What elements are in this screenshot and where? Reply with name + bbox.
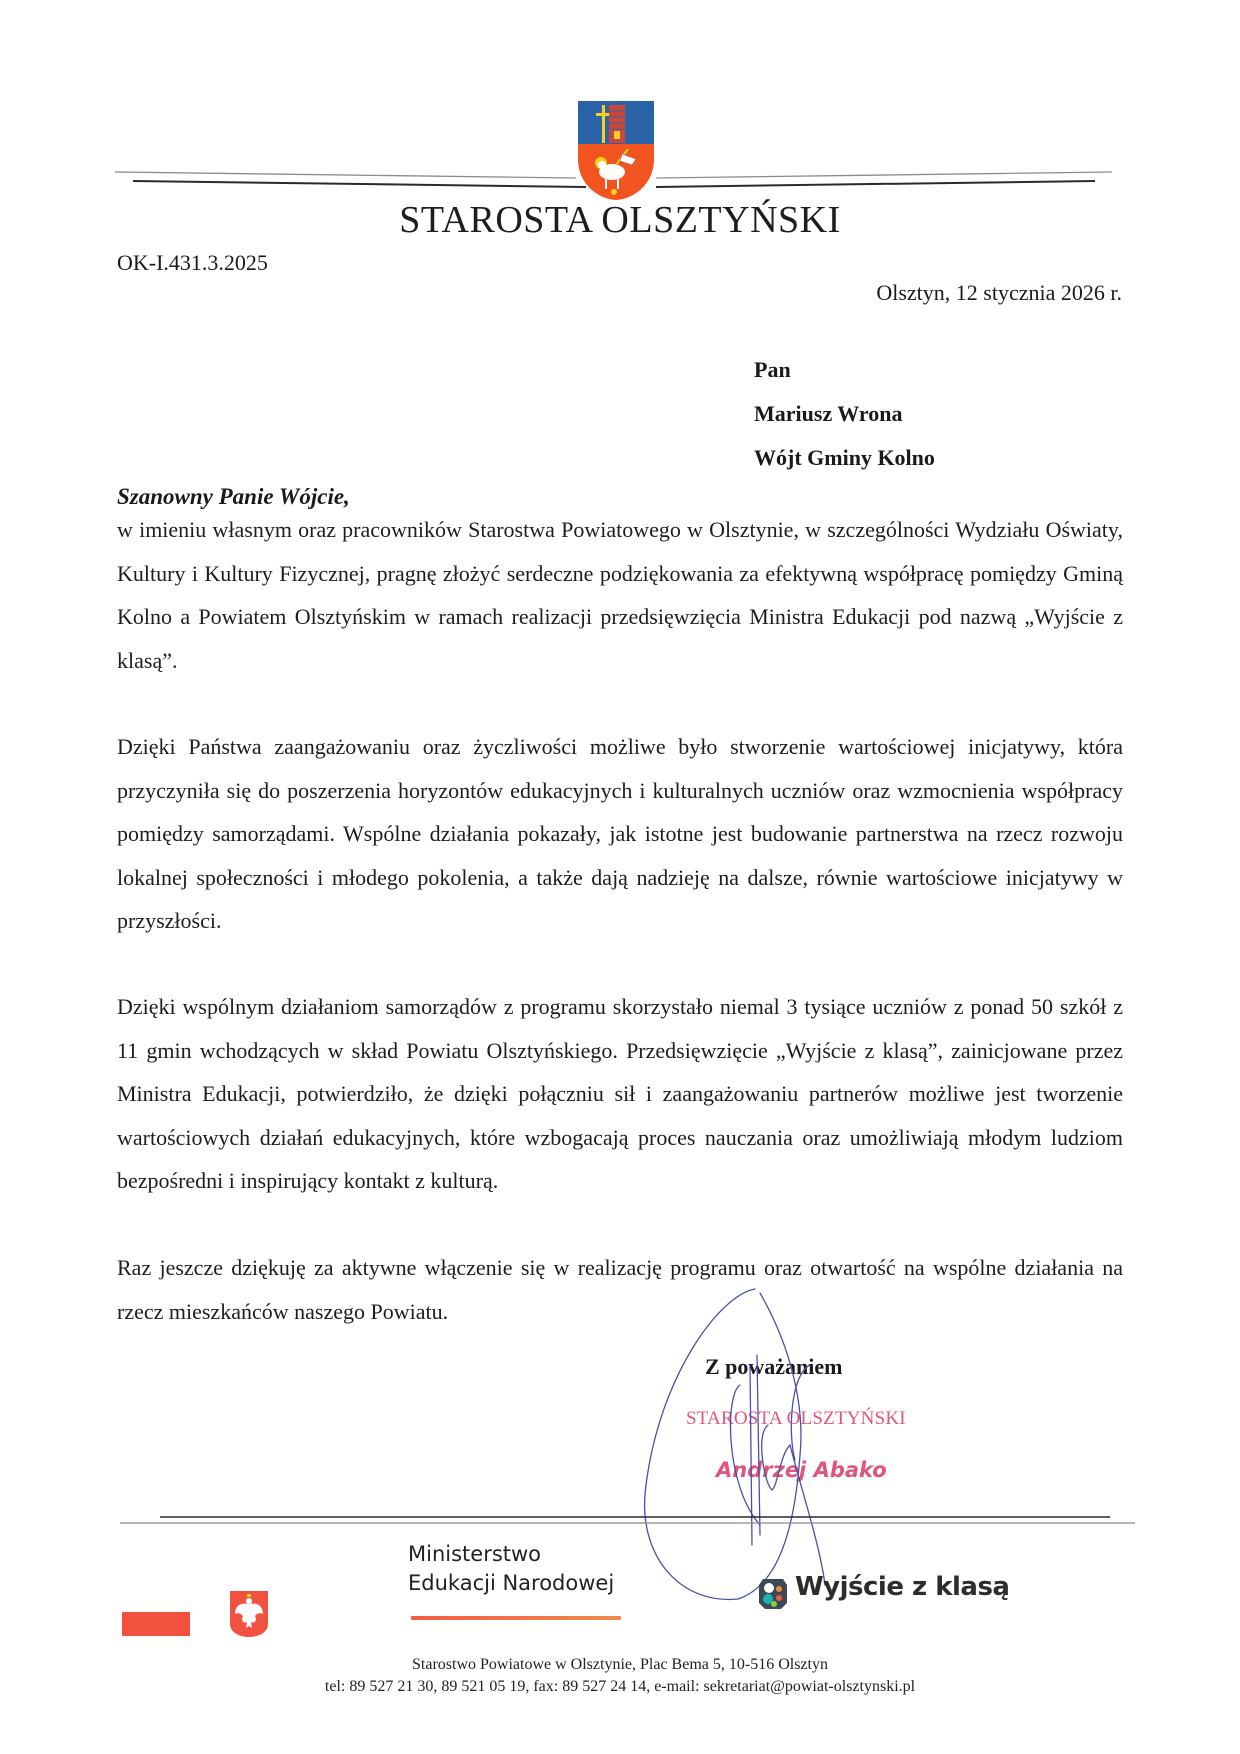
ministry-name-line1: Ministerstwo <box>408 1542 542 1566</box>
place-date: Olsztyn, 12 stycznia 2026 r. <box>876 280 1122 305</box>
footer-contact: tel: 89 527 21 30, 89 521 05 19, fax: 89 527 24 14, e-mail: sekretariat@powiat-olsztynski.pl <box>324 1678 916 1695</box>
program-name-logo: Wyjście z klasą <box>795 1572 1010 1602</box>
county-coat-of-arms-icon <box>576 99 656 201</box>
paragraph-1: w imieniu własnym oraz pracowników Starostwa Powiatowego w Olsztynie, w szczególności Wydziału Oświaty, Kultury i Kultury Fizycznej, pragnę złożyć serdeczne podziękowania za efektywną współpracę pomiędzy Gminą Kolno a Powiatem Olsztyńskim w ramach realizacji przedsięwzięcia Ministra Edukacji pod nazwą „Wyjście z klasą”. <box>117 517 1123 673</box>
page-title: STAROSTA OLSZTYŃSKI <box>399 199 841 241</box>
addressee-block <box>754 348 935 480</box>
paragraph-3: Dzięki wspólnym działaniom samorządów z programu skorzystało niemal 3 tysiące uczniów z ponad 50 szkół z 11 gmin wchodzących w skład Powiatu Olsztyńskiego. Przedsięwzięcie „Wyjście z klasą”, zainicjowane przez Ministra Edukacji, potwierdziło, że dzięki połączniu sił i zaangażowaniu partnerów możliwe jest tworzenie wartościowych działań edukacyjnych, które wzbogacają proces nauczania oraz umożliwiają młodym ludziom bezpośredni i inspirujący kontakt z kulturą. <box>117 994 1123 1193</box>
closing-regards: Z poważaniem <box>705 1354 843 1379</box>
addressee-title: Pan <box>754 357 791 382</box>
footer-rule <box>110 1514 1140 1526</box>
ministry-logo <box>408 1540 614 1598</box>
paragraph-4: Raz jeszcze dziękuję za aktywne włączenie się w realizację programu oraz otwartość na wspólne działania na rzecz mieszkańców naszego Powiatu. <box>117 1255 1123 1324</box>
paragraph-2: Dzięki Państwa zaangażowaniu oraz życzliwości możliwe było stworzenie wartościowej inicjatywy, która przyczyniła się do poszerzenia horyzontów edukacyjnych i kulturalnych uczniów oraz wzmocnienia współpracy pomiędzy samorządami. Wspólne działania pokazały, jak istotne jest budowanie partnerstwa na rzecz rozwoju lokalnej społeczności i młodego pokolenia, a także dają nadzieję na dalsze, równie wartościowe inicjatywy w przyszłości. <box>117 734 1123 933</box>
salutation: Szanowny Panie Wójcie, <box>117 484 350 509</box>
handwritten-signature <box>620 1285 870 1605</box>
addressee-name: Mariusz Wrona <box>754 401 903 426</box>
polish-eagle-emblem-icon <box>229 1590 269 1638</box>
polish-flag-icon <box>122 1612 190 1636</box>
addressee-position: Wójt Gminy Kolno <box>754 445 935 470</box>
footer-address: Starostwo Powiatowe w Olsztynie, Plac Bema 5, 10-516 Olsztyn <box>412 1656 828 1673</box>
stamp-name: Andrzej Abako <box>716 1458 887 1482</box>
ministry-logo-bar <box>411 1616 621 1620</box>
ministry-name-line2: Edukacji Narodowej <box>408 1571 615 1595</box>
wyjscie-z-klasa-logo-icon <box>757 1577 789 1611</box>
stamp-title: STAROSTA OLSZTYŃSKI <box>686 1408 906 1429</box>
reference-number: OK-I.431.3.2025 <box>117 250 268 275</box>
